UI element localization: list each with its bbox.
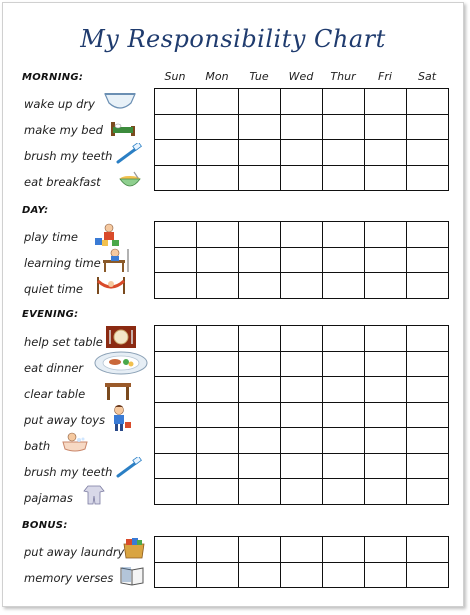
checkbox-cell[interactable] xyxy=(281,326,323,352)
checkbox-cell[interactable] xyxy=(407,537,449,563)
checkbox-cell[interactable] xyxy=(239,479,281,505)
task-learning-time: learning time xyxy=(24,256,101,270)
pajamas-icon xyxy=(83,484,105,506)
place-setting-icon xyxy=(105,325,137,349)
day-checkbox-grid xyxy=(154,221,449,299)
checkbox-cell[interactable] xyxy=(197,326,239,352)
checkbox-cell[interactable] xyxy=(155,403,197,429)
checkbox-cell[interactable] xyxy=(281,454,323,480)
day-header-row xyxy=(154,70,448,84)
checkbox-cell[interactable] xyxy=(281,563,323,589)
checkbox-cell[interactable] xyxy=(197,248,239,274)
checkbox-cell[interactable] xyxy=(239,454,281,480)
checkbox-cell[interactable] xyxy=(155,352,197,378)
checkbox-cell[interactable] xyxy=(197,273,239,299)
checkbox-cell[interactable] xyxy=(281,222,323,248)
checkbox-cell[interactable] xyxy=(407,563,449,589)
checkbox-cell[interactable] xyxy=(239,326,281,352)
checkbox-cell[interactable] xyxy=(365,377,407,403)
checkbox-cell[interactable] xyxy=(197,89,239,115)
checkbox-cell[interactable] xyxy=(407,377,449,403)
checkbox-cell[interactable] xyxy=(239,89,281,115)
day-header-tue: Tue xyxy=(249,70,269,83)
checkbox-cell[interactable] xyxy=(281,403,323,429)
checkbox-cell[interactable] xyxy=(155,563,197,589)
checkbox-cell[interactable] xyxy=(323,377,365,403)
checkbox-cell[interactable] xyxy=(239,537,281,563)
section-label-morning: MORNING: xyxy=(22,72,84,83)
checkbox-cell[interactable] xyxy=(239,140,281,166)
checkbox-cell[interactable] xyxy=(197,377,239,403)
checkbox-cell[interactable] xyxy=(239,166,281,192)
bathtub-icon xyxy=(61,431,89,453)
checkbox-cell[interactable] xyxy=(239,273,281,299)
checkbox-cell[interactable] xyxy=(365,326,407,352)
checkbox-cell[interactable] xyxy=(281,352,323,378)
checkbox-cell[interactable] xyxy=(323,326,365,352)
checkbox-cell[interactable] xyxy=(197,479,239,505)
checkbox-cell[interactable] xyxy=(407,454,449,480)
checkbox-cell[interactable] xyxy=(323,563,365,589)
toothbrush-icon xyxy=(115,457,143,479)
open-book-icon xyxy=(119,564,145,586)
task-help-set-table: help set table xyxy=(24,335,103,349)
checkbox-cell[interactable] xyxy=(365,352,407,378)
child-at-desk-icon xyxy=(101,247,133,273)
checkbox-cell[interactable] xyxy=(155,537,197,563)
toothbrush-icon xyxy=(115,143,143,165)
checkbox-cell[interactable] xyxy=(239,377,281,403)
task-bath: bath xyxy=(24,439,51,453)
checkbox-cell[interactable] xyxy=(281,479,323,505)
checkbox-cell[interactable] xyxy=(407,352,449,378)
task-clear-table: clear table xyxy=(24,387,86,401)
morning-checkbox-grid xyxy=(154,88,449,191)
checkbox-cell[interactable] xyxy=(407,273,449,299)
checkbox-cell[interactable] xyxy=(323,140,365,166)
checkbox-cell[interactable] xyxy=(281,140,323,166)
day-header-thur: Thur xyxy=(330,70,356,83)
checkbox-cell[interactable] xyxy=(407,140,449,166)
checkbox-cell[interactable] xyxy=(197,454,239,480)
task-memory-verses: memory verses xyxy=(24,571,114,585)
section-label-day: DAY: xyxy=(22,205,49,216)
task-make-my-bed: make my bed xyxy=(24,123,103,137)
checkbox-cell[interactable] xyxy=(365,454,407,480)
checkbox-cell[interactable] xyxy=(197,428,239,454)
checkbox-cell[interactable] xyxy=(155,115,197,141)
dinner-plate-icon xyxy=(93,350,149,376)
checkbox-cell[interactable] xyxy=(197,563,239,589)
chart-title: My Responsibility Chart xyxy=(80,25,386,53)
checkbox-cell[interactable] xyxy=(365,115,407,141)
checkbox-cell[interactable] xyxy=(365,428,407,454)
checkbox-cell[interactable] xyxy=(281,166,323,192)
checkbox-cell[interactable] xyxy=(323,454,365,480)
evening-checkbox-grid xyxy=(154,325,449,505)
checkbox-cell[interactable] xyxy=(239,352,281,378)
checkbox-cell[interactable] xyxy=(323,115,365,141)
checkbox-cell[interactable] xyxy=(239,563,281,589)
checkbox-cell[interactable] xyxy=(197,115,239,141)
checkbox-cell[interactable] xyxy=(407,166,449,192)
checkbox-cell[interactable] xyxy=(365,273,407,299)
checkbox-cell[interactable] xyxy=(155,377,197,403)
checkbox-cell[interactable] xyxy=(323,248,365,274)
checkbox-cell[interactable] xyxy=(323,352,365,378)
child-playing-blocks-icon xyxy=(93,222,121,248)
checkbox-cell[interactable] xyxy=(281,273,323,299)
checkbox-cell[interactable] xyxy=(155,248,197,274)
task-brush-teeth-evening: brush my teeth xyxy=(24,465,113,479)
checkbox-cell[interactable] xyxy=(365,222,407,248)
checkbox-cell[interactable] xyxy=(323,428,365,454)
checkbox-cell[interactable] xyxy=(323,89,365,115)
checkbox-cell[interactable] xyxy=(197,140,239,166)
table-icon xyxy=(103,379,133,401)
checkbox-cell[interactable] xyxy=(281,115,323,141)
checkbox-cell[interactable] xyxy=(155,166,197,192)
checkbox-cell[interactable] xyxy=(155,273,197,299)
checkbox-cell[interactable] xyxy=(407,428,449,454)
checkbox-cell[interactable] xyxy=(155,479,197,505)
checkbox-cell[interactable] xyxy=(365,403,407,429)
cereal-bowl-icon xyxy=(117,169,143,191)
section-label-bonus: BONUS: xyxy=(22,520,68,531)
checkbox-cell[interactable] xyxy=(155,222,197,248)
checkbox-cell[interactable] xyxy=(365,537,407,563)
checkbox-cell[interactable] xyxy=(155,326,197,352)
checkbox-cell[interactable] xyxy=(323,479,365,505)
checkbox-cell[interactable] xyxy=(281,377,323,403)
checkbox-cell[interactable] xyxy=(281,248,323,274)
checkbox-cell[interactable] xyxy=(155,140,197,166)
checkbox-cell[interactable] xyxy=(197,537,239,563)
checkbox-cell[interactable] xyxy=(365,140,407,166)
checkbox-cell[interactable] xyxy=(239,428,281,454)
checkbox-cell[interactable] xyxy=(323,403,365,429)
checkbox-cell[interactable] xyxy=(239,248,281,274)
checkbox-cell[interactable] xyxy=(365,563,407,589)
checkbox-cell[interactable] xyxy=(281,428,323,454)
task-put-away-toys: put away toys xyxy=(24,413,106,427)
checkbox-cell[interactable] xyxy=(407,115,449,141)
checkbox-cell[interactable] xyxy=(407,403,449,429)
day-header-mon: Mon xyxy=(205,70,229,83)
checkbox-cell[interactable] xyxy=(281,537,323,563)
day-header-wed: Wed xyxy=(288,70,314,83)
checkbox-cell[interactable] xyxy=(323,222,365,248)
checkbox-cell[interactable] xyxy=(155,454,197,480)
checkbox-cell[interactable] xyxy=(407,89,449,115)
checkbox-cell[interactable] xyxy=(323,166,365,192)
task-pajamas: pajamas xyxy=(24,491,73,505)
checkbox-cell[interactable] xyxy=(323,537,365,563)
checkbox-cell[interactable] xyxy=(407,222,449,248)
bed-icon xyxy=(109,118,137,138)
checkbox-cell[interactable] xyxy=(239,115,281,141)
task-eat-dinner: eat dinner xyxy=(24,361,84,375)
checkbox-cell[interactable] xyxy=(407,248,449,274)
day-header-sat: Sat xyxy=(417,70,437,83)
laundry-basket-icon xyxy=(121,536,147,560)
checkbox-cell[interactable] xyxy=(197,403,239,429)
checkbox-cell[interactable] xyxy=(197,166,239,192)
task-eat-breakfast: eat breakfast xyxy=(24,175,101,189)
checkbox-cell[interactable] xyxy=(365,166,407,192)
checkbox-cell[interactable] xyxy=(365,479,407,505)
checkbox-cell[interactable] xyxy=(239,222,281,248)
checkbox-cell[interactable] xyxy=(407,479,449,505)
day-header-fri: Fri xyxy=(378,70,392,83)
diaper-icon xyxy=(103,91,137,113)
checkbox-cell[interactable] xyxy=(155,89,197,115)
checkbox-cell[interactable] xyxy=(197,352,239,378)
child-with-toys-icon xyxy=(107,404,133,432)
checkbox-cell[interactable] xyxy=(323,273,365,299)
task-wake-up-dry: wake up dry xyxy=(24,97,95,111)
day-header-sun: Sun xyxy=(164,70,186,83)
task-quiet-time: quiet time xyxy=(24,282,84,296)
checkbox-cell[interactable] xyxy=(365,248,407,274)
checkbox-cell[interactable] xyxy=(239,403,281,429)
bonus-checkbox-grid xyxy=(154,536,449,588)
checkbox-cell[interactable] xyxy=(155,428,197,454)
task-brush-teeth-morning: brush my teeth xyxy=(24,149,113,163)
checkbox-cell[interactable] xyxy=(365,89,407,115)
checkbox-cell[interactable] xyxy=(197,222,239,248)
checkbox-cell[interactable] xyxy=(281,89,323,115)
checkbox-cell[interactable] xyxy=(407,326,449,352)
section-label-evening: EVENING: xyxy=(22,309,79,320)
task-play-time: play time xyxy=(24,230,78,244)
chart-page xyxy=(2,2,464,607)
hammock-icon xyxy=(95,275,127,295)
task-put-away-laundry: put away laundry xyxy=(24,545,125,559)
